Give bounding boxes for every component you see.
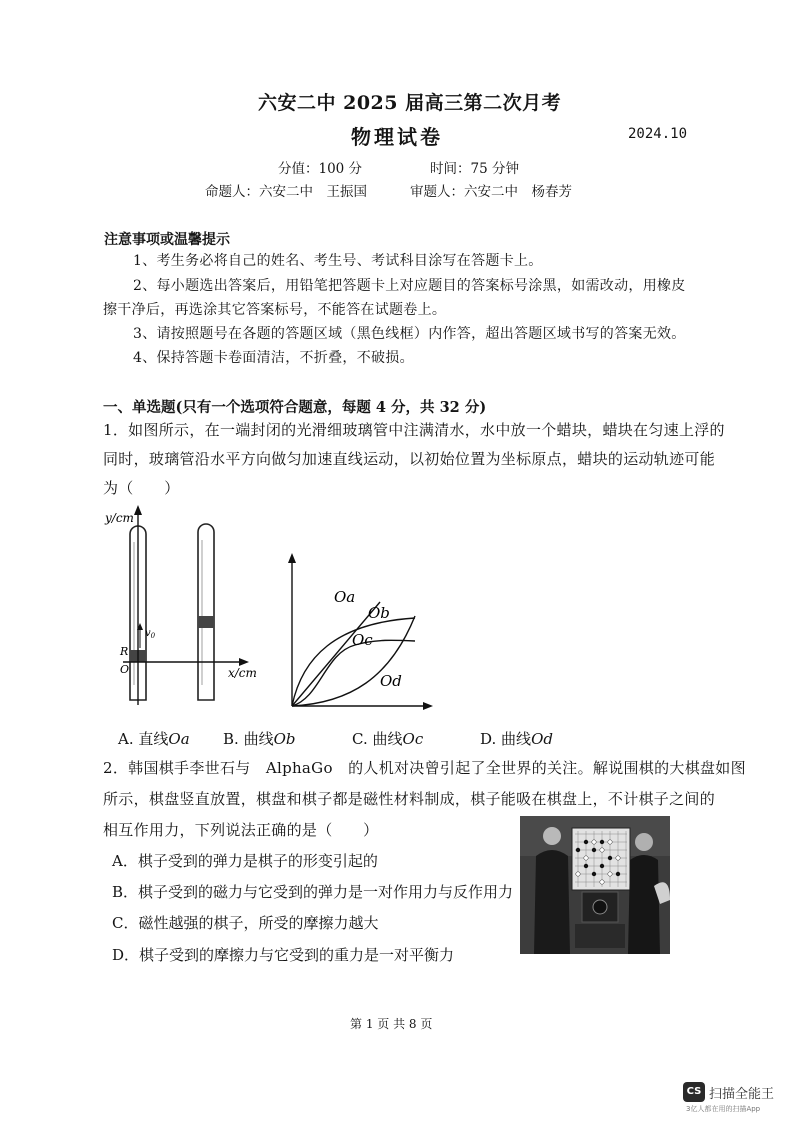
author-info: 命题人：六安二中 王振国 xyxy=(205,184,367,200)
curve-oa xyxy=(292,602,380,706)
scanner-app-name: 扫描全能王 xyxy=(709,1087,775,1102)
notice-item-2-cont: 擦干净后，再选涂其它答案标号，不能答在试题卷上。 xyxy=(103,302,447,318)
exam-date: 2024.10 xyxy=(628,126,688,142)
wax-block-2 xyxy=(198,616,214,628)
reviewer-info: 审题人：六安二中 杨春芳 xyxy=(410,184,572,200)
curve-oc-label: Oc xyxy=(352,631,373,649)
q2-option-d[interactable]: D．棋子受到的摩擦力与它受到的重力是一对平衡力 xyxy=(112,946,455,964)
q1-option-c[interactable]: C. 曲线Oc xyxy=(352,730,424,748)
q2-option-a[interactable]: A．棋子受到的弹力是棋子的形变引起的 xyxy=(112,852,378,870)
q2-line-2: 所示，棋盘竖直放置，棋盘和棋子都是磁性材料制成，棋子能吸在棋盘上，不计棋子之间的 xyxy=(103,790,716,808)
q2-option-b[interactable]: B．棋子受到的磁力与它受到的弹力是一对作用力与反作用力 xyxy=(112,883,514,901)
q1-option-b[interactable]: B. 曲线Ob xyxy=(223,730,296,748)
q1-line-2: 同时，玻璃管沿水平方向做匀加速直线运动，以初始位置为坐标原点，蜡块的运动轨迹可能 xyxy=(103,450,716,468)
commentator-left xyxy=(543,827,561,845)
notice-item-3: 3、请按照题号在各题的答题区域（黑色线框）内作答，超出答题区域书写的答案无效。 xyxy=(133,326,686,342)
notice-item-1: 1、考生务必将自己的姓名、考生号、考试科目涂写在答题卡上。 xyxy=(133,253,543,269)
x-axis-label: x/cm xyxy=(228,666,257,680)
v0-label: $v_0$ xyxy=(145,628,156,640)
notice-item-2: 2、每小题选出答案后，用铅笔把答题卡上对应题目的答案标号涂黑，如需改动，用橡皮 xyxy=(133,278,686,294)
curve-ob-label: Ob xyxy=(368,604,390,622)
page-number: 第 1 页 共 8 页 xyxy=(350,1017,433,1031)
q1-line-3: 为（ ） xyxy=(103,479,180,497)
score-info: 分值：100 分 xyxy=(278,161,363,177)
notice-heading: 注意事项或温馨提示 xyxy=(104,232,230,248)
q2-option-c[interactable]: C．磁性越强的棋子，所受的摩擦力越大 xyxy=(112,914,379,932)
curve-oa-label: Oa xyxy=(334,588,356,606)
y-axis-label: y/cm xyxy=(105,511,134,525)
q1-tube-figure xyxy=(95,500,265,715)
q2-line-3: 相互作用力，下列说法正确的是（ ） xyxy=(103,821,379,839)
go-board-photo xyxy=(520,816,670,954)
commentator-right xyxy=(635,833,653,851)
tube-2 xyxy=(198,524,214,700)
notice-item-4: 4、保持答题卡卷面清洁，不折叠，不破损。 xyxy=(133,350,414,366)
curve-od-label: Od xyxy=(380,672,402,690)
q1-line-1: 1．如图所示，在一端封闭的光滑细玻璃管中注满清水，水中放一个蜡块，蜡块在匀速上浮的 xyxy=(103,421,725,439)
exam-title: 六安二中 2025 届高三第二次月考 xyxy=(258,92,562,114)
scanner-slogan: 3亿人都在用的扫描App xyxy=(686,1105,761,1113)
q2-line-1: 2．韩国棋手李世石与 AlphaGo 的人机对决曾引起了全世界的关注。解说围棋的大棋盘如图 xyxy=(103,759,746,777)
scanner-logo-icon: CS xyxy=(683,1082,705,1102)
section-heading: 一、单选题(只有一个选项符合题意，每题 4 分，共 32 分) xyxy=(103,399,487,416)
q1-option-d[interactable]: D. 曲线Od xyxy=(480,730,553,748)
q1-trajectory-figure xyxy=(280,548,440,718)
exam-subtitle: 物理试卷 xyxy=(351,125,443,149)
r-label: R xyxy=(120,645,129,658)
q1-option-a[interactable]: A. 直线Oa xyxy=(118,730,190,748)
time-info: 时间：75 分钟 xyxy=(430,161,519,177)
origin-label: O xyxy=(120,663,130,676)
